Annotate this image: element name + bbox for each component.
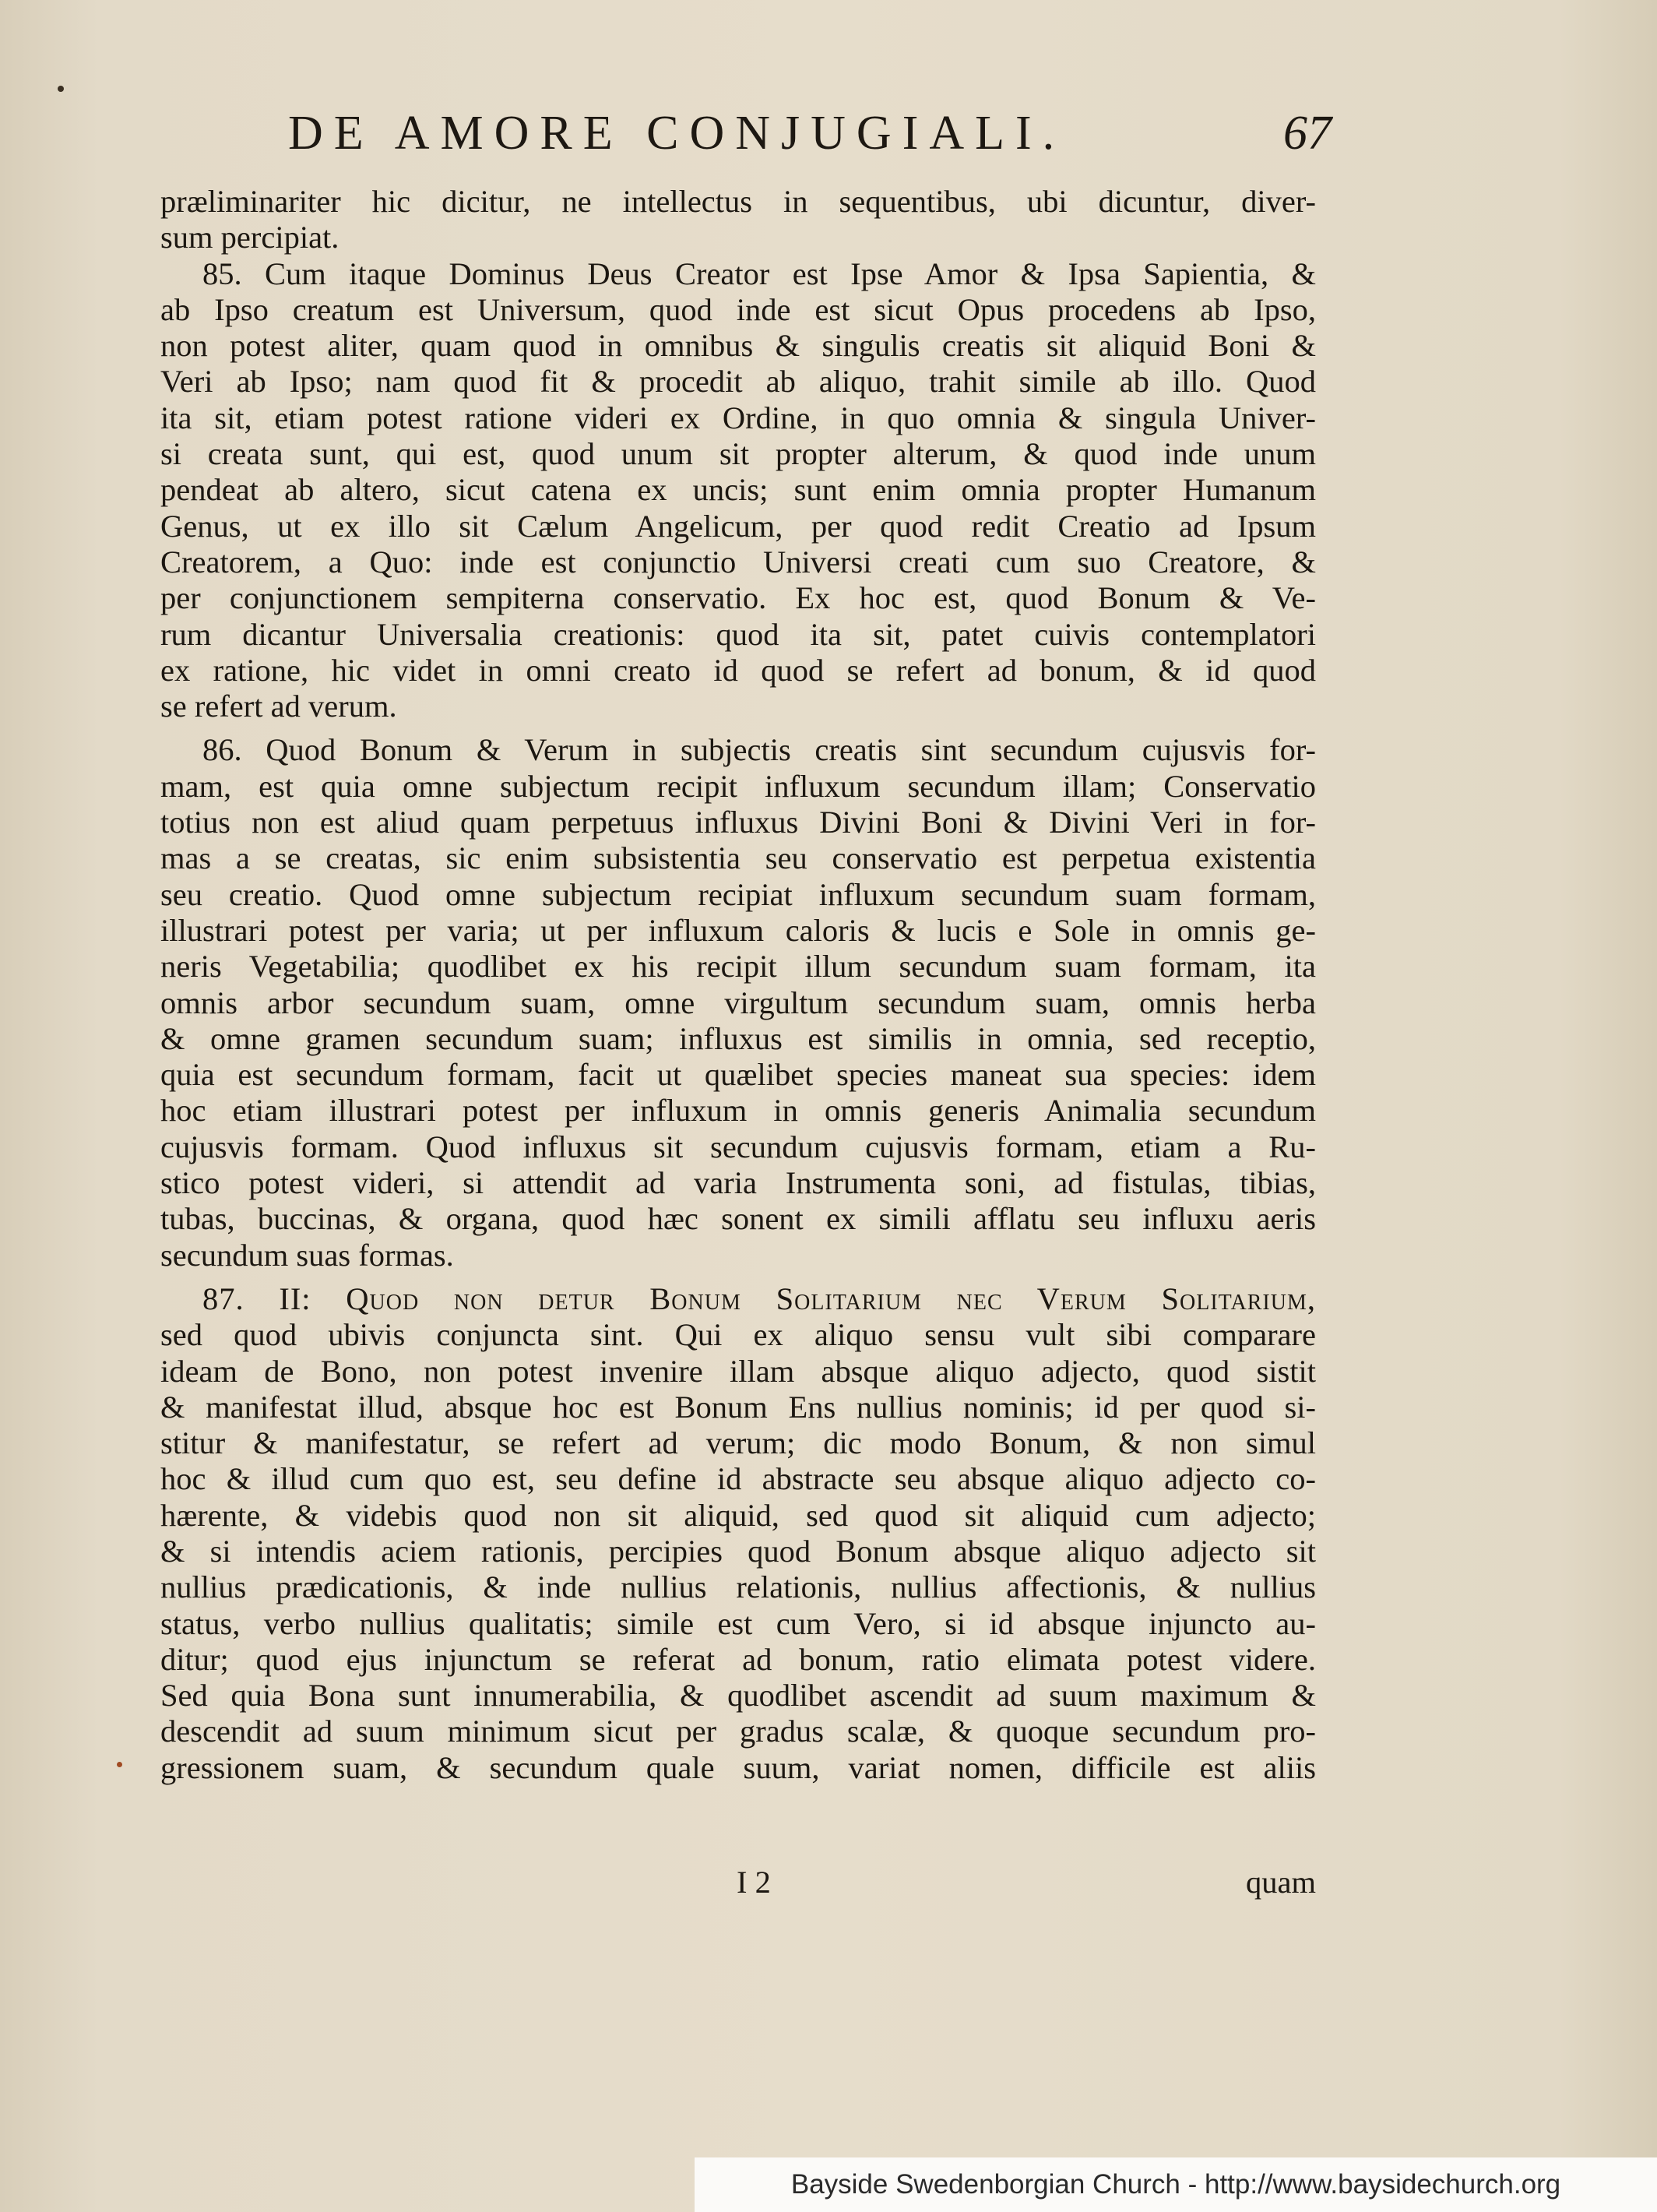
text-line: status, verbo nullius qualitatis; simile est cum Vero, si id absque injuncto au-	[160, 1605, 1316, 1641]
text-line: omnis arbor secundum suam, omne virgultum secundum suam, omnis herba	[160, 984, 1316, 1020]
text-line: ex ratione, hic videt in omni creato id quod se refert ad bonum, & id quod	[160, 652, 1316, 688]
text-line: hoc & illud cum quo est, seu define id abstracte seu absque aliquo adjecto co-	[160, 1461, 1316, 1497]
paragraph-gap	[160, 1273, 1316, 1281]
signature-mark: I 2	[737, 1865, 771, 1900]
text-line: mam, est quia omne subjectum recipit influxum secundum illam; Conservatio	[160, 768, 1316, 804]
text-line: per conjunctionem sempiterna conservatio. Ex hoc est, quod Bonum & Ve-	[160, 580, 1316, 616]
page-number: 67	[1283, 107, 1332, 160]
catchword: quam	[1246, 1865, 1316, 1900]
text-line: præliminariter hic dicitur, ne intellectus in sequentibus, ubi dicuntur, diver-	[160, 184, 1316, 219]
text-line: non potest aliter, quam quod in omnibus & singulis creatis sit aliquid Boni &	[160, 328, 1316, 364]
text-line: se refert ad verum.	[160, 689, 397, 724]
text-line: mas a se creatas, sic enim subsistentia seu conservatio est perpetua existentia	[160, 840, 1316, 876]
text-line: & si intendis aciem rationis, percipies quod Bonum absque aliquo adjecto sit	[160, 1533, 1316, 1569]
text-line: Sed quia Bona sunt innumerabilia, & quodlibet ascendit ad suum maximum &	[160, 1678, 1316, 1714]
text-line: sum percipiat.	[160, 220, 339, 255]
text-line: Genus, ut ex illo sit Cælum Angelicum, per quod redit Creatio ad Ipsum	[160, 508, 1316, 544]
text-line: rum dicantur Universalia creationis: quod ita sit, patet cuivis contemplatori	[160, 616, 1316, 652]
paragraph-86-start: 86. Quod Bonum & Verum in subjectis creatis sint secundum cujusvis for-	[202, 732, 1316, 768]
text-line: secundum suas formas.	[160, 1237, 454, 1273]
text-line: stitur & manifestatur, se refert ad verum; dic modo Bonum, & non simul	[160, 1425, 1316, 1461]
text-line: hoc etiam illustrari potest per influxum in omnis generis Animalia secundum	[160, 1093, 1316, 1129]
watermark-banner: Bayside Swedenborgian Church - http://www.baysidechurch.org	[695, 2157, 1657, 2212]
text-line: & manifestat illud, absque hoc est Bonum Ens nullius nominis; id per quod si-	[160, 1389, 1316, 1425]
text-line: hærente, & videbis quod non sit aliquid, sed quod sit aliquid cum adjecto;	[160, 1497, 1316, 1533]
text-line: sed quod ubivis conjuncta sint. Qui ex aliquo sensu vult sibi comparare	[160, 1317, 1316, 1353]
text-line: illustrari potest per varia; ut per influxum caloris & lucis e Sole in omnis ge-	[160, 912, 1316, 948]
text-line: ab Ipso creatum est Universum, quod inde est sicut Opus procedens ab Ipso,	[160, 291, 1316, 327]
body-text	[160, 184, 1316, 1786]
text-line: si creata sunt, qui est, quod unum sit propter alterum, & quod inde unum	[160, 436, 1316, 472]
paragraph-gap	[160, 724, 1316, 732]
running-head-title: DE AMORE CONJUGIALI.	[288, 107, 1066, 160]
text-line: ideam de Bono, non potest invenire illam absque aliquo adjecto, quod sistit	[160, 1353, 1316, 1389]
running-head	[288, 100, 1332, 162]
text-line: descendit ad suum minimum sicut per gradus scalæ, & quoque secundum pro-	[160, 1714, 1316, 1749]
page-footer	[160, 1865, 1316, 1904]
text-line: nullius prædicationis, & inde nullius relationis, nullius affectionis, & nullius	[160, 1569, 1316, 1605]
text-line: ita sit, etiam potest ratione videri ex Ordine, in quo omnia & singula Univer-	[160, 400, 1316, 435]
text-line: stico potest videri, si attendit ad varia Instrumenta soni, ad fistulas, tibias,	[160, 1165, 1316, 1201]
text-line: cujusvis formam. Quod influxus sit secundum cujusvis formam, etiam a Ru-	[160, 1129, 1316, 1164]
text-line: Veri ab Ipso; nam quod fit & procedit ab aliquo, trahit simile ab illo. Quod	[160, 364, 1316, 400]
text-line: neris Vegetabilia; quodlibet ex his recipit illum secundum suam formam, ita	[160, 949, 1316, 984]
ink-spot	[117, 1762, 122, 1767]
paragraph-87-heading: 87. II: Quod non detur Bonum Solitarium nec Verum Solitarium,	[202, 1280, 1316, 1316]
text-line: totius non est aliud quam perpetuus influxus Divini Boni & Divini Veri in for-	[160, 805, 1316, 840]
text-line: Creatorem, a Quo: inde est conjunctio Universi creati cum suo Creatore, &	[160, 544, 1316, 579]
paragraph-85-start: 85. Cum itaque Dominus Deus Creator est Ipse Amor & Ipsa Sapientia, &	[202, 255, 1316, 291]
text-line: quia est secundum formam, facit ut quælibet species maneat sua species: idem	[160, 1057, 1316, 1093]
text-line: seu creatio. Quod omne subjectum recipiat influxum secundum suam formam,	[160, 876, 1316, 912]
text-line: tubas, buccinas, & organa, quod hæc sonent ex simili afflatu seu influxu aeris	[160, 1201, 1316, 1237]
text-line: & omne gramen secundum suam; influxus est similis in omnia, sed receptio,	[160, 1020, 1316, 1056]
text-line: gressionem suam, & secundum quale suum, variat nomen, difficile est aliis	[160, 1749, 1316, 1785]
text-line: ditur; quod ejus injunctum se referat ad bonum, ratio elimata potest videre.	[160, 1641, 1316, 1677]
text-line: pendeat ab altero, sicut catena ex uncis; sunt enim omnia propter Humanum	[160, 472, 1316, 508]
ink-spot	[58, 86, 64, 92]
